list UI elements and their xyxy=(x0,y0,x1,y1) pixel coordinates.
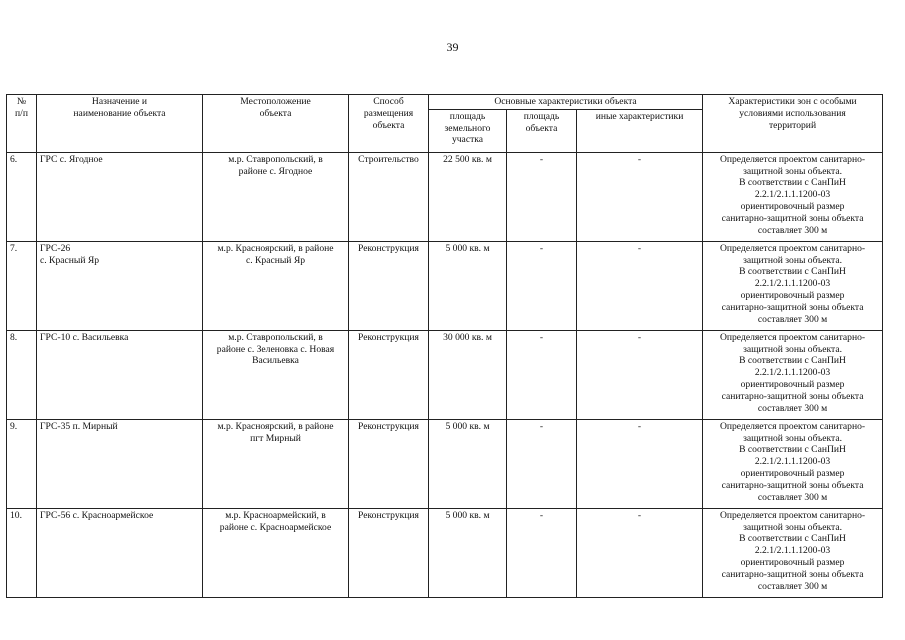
table-row xyxy=(7,241,883,330)
cell-zone: Определяется проектом санитарно- защитной зоны объекта. В соответствии с СанПиН 2.2.1/2.1.1.1200-03 ориентировочный размер санитарно-защитной зоны объекта составляет 300 м xyxy=(703,419,883,508)
cell-location: м.р. Ставропольский, в районе с. Ягодное xyxy=(203,152,349,241)
cell-land-area: 5 000 кв. м xyxy=(429,508,507,597)
cell-land-area: 5 000 кв. м xyxy=(429,241,507,330)
cell-zone: Определяется проектом санитарно- защитной зоны объекта. В соответствии с СанПиН 2.2.1/2.1.1.1200-03 ориентировочный размер санитарно-защитной зоны объекта составляет 300 м xyxy=(703,330,883,419)
cell-num: 7. xyxy=(7,241,37,330)
cell-name: ГРС-56 с. Красноармейское xyxy=(37,508,203,597)
cell-num: 10. xyxy=(7,508,37,597)
cell-other: - xyxy=(577,419,703,508)
cell-other: - xyxy=(577,152,703,241)
cell-method: Реконструкция xyxy=(349,241,429,330)
cell-other: - xyxy=(577,330,703,419)
cell-location: м.р. Красноармейский, в районе с. Красноармейское xyxy=(203,508,349,597)
page-number: 39 xyxy=(446,40,459,54)
table-row xyxy=(7,152,883,241)
header-object-area: площадь объекта xyxy=(507,109,577,152)
header-main-characteristics: Основные характеристики объекта xyxy=(429,95,703,110)
cell-method: Реконструкция xyxy=(349,419,429,508)
cell-name: ГРС-26 с. Красный Яр xyxy=(37,241,203,330)
cell-num: 8. xyxy=(7,330,37,419)
header-method: Способ размещения объекта xyxy=(349,95,429,153)
cell-zone: Определяется проектом санитарно- защитной зоны объекта. В соответствии с СанПиН 2.2.1/2.1.1.1200-03 ориентировочный размер санитарно-защитной зоны объекта составляет 300 м xyxy=(703,241,883,330)
cell-land-area: 5 000 кв. м xyxy=(429,419,507,508)
cell-name: ГРС-10 с. Васильевка xyxy=(37,330,203,419)
cell-location: м.р. Ставропольский, в районе с. Зеленовка с. Новая Васильевка xyxy=(203,330,349,419)
table-header-row xyxy=(7,95,883,110)
cell-zone: Определяется проектом санитарно- защитной зоны объекта. В соответствии с СанПиН 2.2.1/2.1.1.1200-03 ориентировочный размер санитарно-защитной зоны объекта составляет 300 м xyxy=(703,152,883,241)
cell-location: м.р. Красноярский, в районе с. Красный Яр xyxy=(203,241,349,330)
cell-num: 9. xyxy=(7,419,37,508)
cell-method: Строительство xyxy=(349,152,429,241)
header-land-area: площадь земельного участка xyxy=(429,109,507,152)
cell-object-area: - xyxy=(507,508,577,597)
cell-num: 6. xyxy=(7,152,37,241)
header-zones: Характеристики зон с особыми условиями использования территорий xyxy=(703,95,883,153)
header-location: Местоположение объекта xyxy=(203,95,349,153)
cell-land-area: 30 000 кв. м xyxy=(429,330,507,419)
cell-location: м.р. Красноярский, в районе пгт Мирный xyxy=(203,419,349,508)
cell-method: Реконструкция xyxy=(349,330,429,419)
table-row xyxy=(7,330,883,419)
cell-other: - xyxy=(577,508,703,597)
table-row xyxy=(7,419,883,508)
cell-land-area: 22 500 кв. м xyxy=(429,152,507,241)
cell-object-area: - xyxy=(507,419,577,508)
cell-name: ГРС-35 п. Мирный xyxy=(37,419,203,508)
cell-method: Реконструкция xyxy=(349,508,429,597)
cell-other: - xyxy=(577,241,703,330)
cell-object-area: - xyxy=(507,241,577,330)
header-num: № п/п xyxy=(7,95,37,153)
table-row xyxy=(7,508,883,597)
cell-name: ГРС с. Ягодное xyxy=(37,152,203,241)
objects-table xyxy=(6,94,883,598)
header-name: Назначение и наименование объекта xyxy=(37,95,203,153)
cell-zone: Определяется проектом санитарно- защитной зоны объекта. В соответствии с СанПиН 2.2.1/2.1.1.1200-03 ориентировочный размер санитарно-защитной зоны объекта составляет 300 м xyxy=(703,508,883,597)
cell-object-area: - xyxy=(507,152,577,241)
cell-object-area: - xyxy=(507,330,577,419)
header-other-characteristics: иные характеристики xyxy=(577,109,703,152)
